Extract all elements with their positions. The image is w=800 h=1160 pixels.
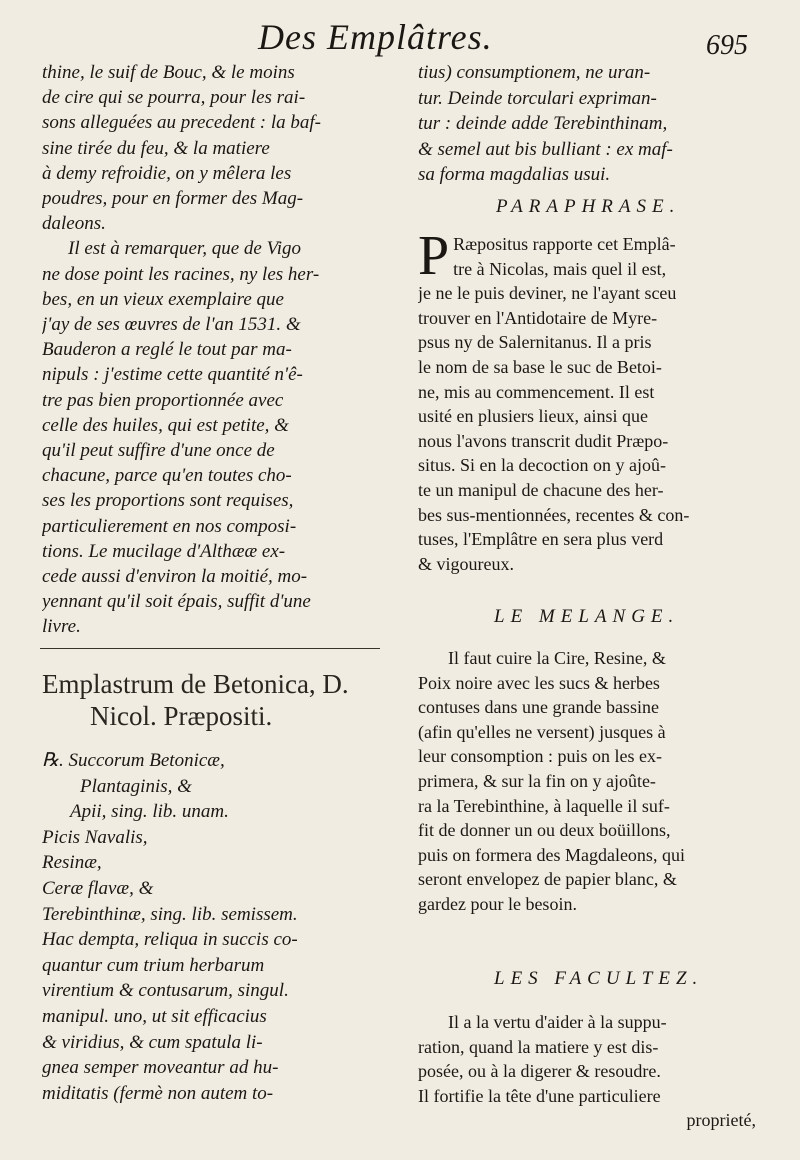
recipe-line: manipul. uno, ut sit efficacius bbox=[42, 1005, 267, 1027]
text-line: tius) consumptionem, ne uran- bbox=[418, 62, 651, 83]
text-line: chacune, parce qu'en toutes cho- bbox=[42, 465, 292, 487]
text-line: livre. bbox=[42, 616, 81, 638]
recipe-line: & viridius, & cum spatula li- bbox=[42, 1031, 263, 1053]
heading-facultez: LES FACULTEZ. bbox=[494, 968, 704, 989]
recipe-line: Plantaginis, & bbox=[80, 775, 192, 797]
text-line: daleons. bbox=[42, 213, 106, 235]
text-line: thine, le suif de Bouc, & le moins bbox=[42, 62, 295, 83]
text-line: tur. Deinde torculari expriman- bbox=[418, 87, 657, 109]
text-line: psus ny de Salernitanus. Il a pris bbox=[418, 332, 652, 353]
text-line: (afin qu'elles ne versent) jusques à bbox=[418, 721, 666, 742]
text-line: fit de donner un ou deux boüillons, bbox=[418, 820, 671, 841]
text-line: te un manipul de chacune des her- bbox=[418, 479, 664, 500]
text-line: & semel aut bis bulliant : ex maf- bbox=[418, 138, 673, 160]
text-line: trouver en l'Antidotaire de Myre- bbox=[418, 307, 658, 328]
section-title: Emplastrum de Betonica, D. bbox=[42, 669, 349, 699]
text-line: Il fortifie la tête d'une particuliere bbox=[418, 1085, 661, 1106]
recipe-block bbox=[42, 748, 390, 1106]
recipe-line: gnea semper moveantur ad hu- bbox=[42, 1057, 279, 1079]
text-line: primera, & sur la fin on y ajoûte- bbox=[418, 770, 656, 791]
text-line: Il a la vertu d'aider à la suppu- bbox=[448, 1012, 667, 1032]
text-line: & vigoureux. bbox=[418, 553, 514, 574]
text-line: tuses, l'Emplâtre en sera plus verd bbox=[418, 529, 664, 550]
section-subtitle: Nicol. Præpositi. bbox=[90, 701, 273, 731]
text-line: contuses dans une grande bassine bbox=[418, 697, 659, 718]
text-line: de cire qui se pourra, pour les rai- bbox=[42, 87, 306, 109]
recipe-line: Terebinthinæ, sing. lib. semissem. bbox=[42, 903, 298, 925]
text-line: sa forma magdalias usui. bbox=[418, 164, 611, 186]
recipe-line: miditatis (fermè non autem to- bbox=[42, 1082, 274, 1104]
text-line: ration, quand la matiere y est dis- bbox=[418, 1036, 659, 1057]
recipe-line: Apii, sing. lib. unam. bbox=[70, 801, 229, 823]
drop-cap: P bbox=[418, 225, 450, 287]
heading-paraphrase: PARAPHRASE. bbox=[496, 196, 681, 217]
running-head bbox=[0, 14, 800, 61]
text-line: gardez pour le besoin. bbox=[418, 893, 577, 914]
recipe-line: Hac dempta, reliqua in succis co- bbox=[42, 929, 298, 951]
text-line: proprieté, bbox=[686, 1110, 756, 1131]
text-line: celle des huiles, qui est petite, & bbox=[42, 414, 289, 436]
text-line: leur consomption : puis on les ex- bbox=[418, 746, 662, 767]
text-line: ne dose point les racines, ny les her- bbox=[42, 263, 320, 285]
section-divider bbox=[40, 648, 380, 649]
recipe-line: Resinæ, bbox=[42, 852, 102, 874]
text-line: nipuls : j'estime cette quantité n'ê- bbox=[42, 364, 303, 386]
text-line: yennant qu'il soit épais, suffit d'une bbox=[42, 591, 311, 613]
text-line: ne, mis au commencement. Il est bbox=[418, 381, 655, 402]
left-top-paragraph bbox=[42, 60, 390, 640]
text-line: sons alleguées au precedent : la baf- bbox=[42, 112, 321, 134]
running-title: Des Emplâtres. bbox=[258, 17, 493, 57]
text-line: Il est à remarquer, que de Vigo bbox=[68, 238, 302, 260]
text-line: ra la Terebinthine, à laquelle il suf- bbox=[418, 795, 670, 816]
text-line: particulierement en nos composi- bbox=[42, 515, 297, 537]
recipe-line: virentium & contusarum, singul. bbox=[42, 980, 289, 1002]
text-line: cede aussi d'environ la moitié, mo- bbox=[42, 566, 308, 588]
text-line: le nom de sa base le suc de Betoi- bbox=[418, 356, 662, 377]
text-line: situs. Si en la decoction on y ajoû- bbox=[418, 455, 666, 476]
text-line: qu'il peut suffire d'une once de bbox=[42, 440, 275, 462]
text-line: tre à Nicolas, mais quel il est, bbox=[453, 258, 667, 279]
text-line: Ræpositus rapporte cet Emplâ- bbox=[453, 234, 676, 254]
text-line: nous l'avons transcrit dudit Præpo- bbox=[418, 430, 669, 451]
text-line: posée, ou à la digerer & resoudre. bbox=[418, 1061, 661, 1082]
text-line: bes sus-mentionnées, recentes & con- bbox=[418, 504, 690, 525]
page-number: 695 bbox=[706, 30, 748, 61]
text-line: j'ay de ses œuvres de l'an 1531. & bbox=[42, 314, 301, 336]
recipe-line: Picis Navalis, bbox=[42, 826, 148, 848]
text-line: bes, en un vieux exemplaire que bbox=[42, 288, 284, 310]
melange-block bbox=[418, 646, 778, 917]
text-line: tions. Le mucilage d'Althææ ex- bbox=[42, 540, 286, 562]
text-line: je ne le puis deviner, ne l'ayant sceu bbox=[418, 283, 677, 304]
text-line: sine tirée du feu, & la matiere bbox=[42, 137, 270, 159]
text-line: Poix noire avec les sucs & herbes bbox=[418, 672, 660, 693]
text-line: à demy refroidie, on y mêlera les bbox=[42, 162, 292, 184]
text-line: Il faut cuire la Cire, Resine, & bbox=[448, 648, 666, 668]
text-line: tre pas bien proportionnée avec bbox=[42, 389, 284, 411]
facultez-block bbox=[418, 1010, 778, 1133]
text-line: tur : deinde adde Terebinthinam, bbox=[418, 113, 668, 135]
text-line: seront envelopez de papier blanc, & bbox=[418, 869, 677, 890]
text-line: ses les proportions sont requises, bbox=[42, 490, 294, 512]
text-line: poudres, pour en former des Mag- bbox=[42, 188, 304, 210]
right-top-paragraph bbox=[418, 60, 778, 188]
text-line: puis on formera des Magdaleons, qui bbox=[418, 844, 685, 865]
recipe-line: ℞. Succorum Betonicæ, bbox=[42, 750, 225, 771]
recipe-line: quantur cum trium herbarum bbox=[42, 954, 265, 976]
text-line: usité en plusiers lieux, ainsi que bbox=[418, 406, 648, 427]
heading-melange: LE MELANGE. bbox=[494, 606, 680, 627]
recipe-line: Ceræ flavæ, & bbox=[42, 877, 154, 899]
text-line: Bauderon a reglé le tout par ma- bbox=[42, 339, 292, 361]
paraphrase-block bbox=[418, 225, 778, 576]
